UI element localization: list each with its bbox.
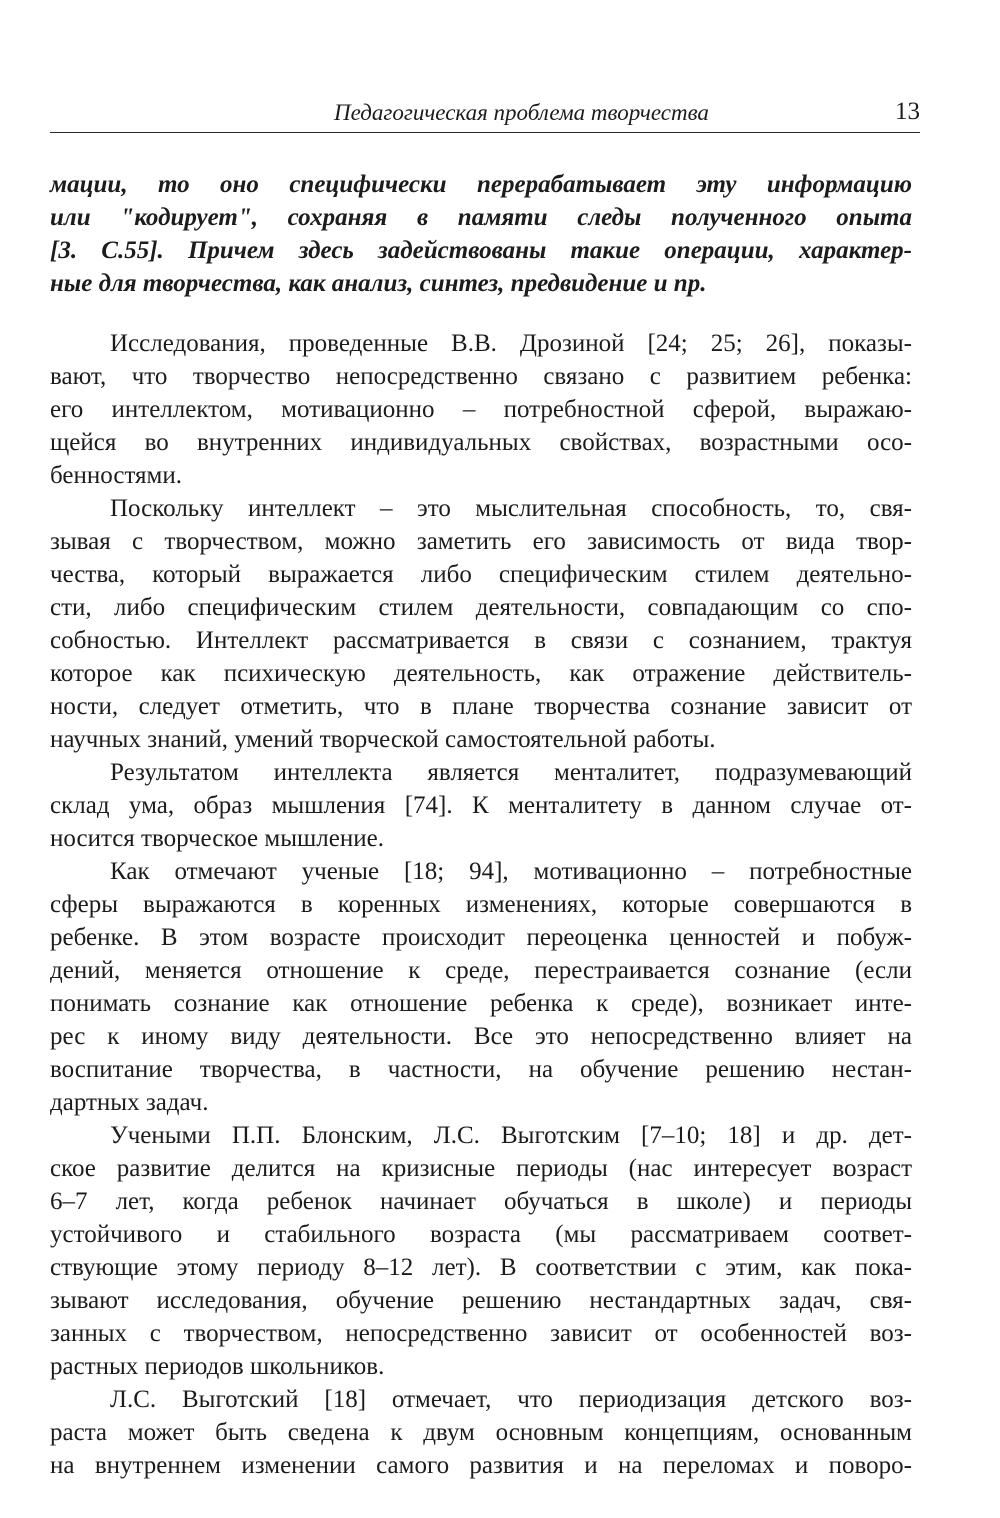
text-line: понимать сознание как отношение ребенка к среде), возникает инте- xyxy=(50,990,912,1017)
text-line: вают, что творчество непосредственно связано с развитием ребенка: xyxy=(50,363,912,390)
text-line: или "кодирует", сохраняя в памяти следы полученного опыта xyxy=(50,204,912,231)
text-line: ское развитие делится на кризисные периоды (нас интересует возраст xyxy=(50,1155,912,1182)
text-line: [3. С.55]. Причем здесь задействованы такие операции, характер- xyxy=(50,237,912,264)
paragraph xyxy=(50,756,912,855)
text-line: 6–7 лет, когда ребенок начинает обучаться в школе) и периоды xyxy=(50,1188,912,1215)
text-line: Л.С. Выготский [18] отмечает, что периодизация детского воз- xyxy=(110,1386,912,1413)
text-line: бенностями. xyxy=(50,462,183,489)
paragraph xyxy=(50,855,912,1119)
text-line: щейся во внутренних индивидуальных свойствах, возрастными осо- xyxy=(50,429,912,456)
text-line: чества, который выражается либо специфическим стилем деятельно- xyxy=(50,561,912,588)
text-line: ребенке. В этом возрасте происходит переоценка ценностей и побуж- xyxy=(50,924,912,951)
text-line: Результатом интеллекта является менталитет, подразумевающий xyxy=(110,759,912,786)
text-line: его интеллектом, мотивационно – потребностной сферой, выражаю- xyxy=(50,396,912,423)
text-line: дений, меняется отношение к среде, перестраивается сознание (если xyxy=(50,957,912,984)
text-line: растных периодов школьников. xyxy=(50,1353,385,1380)
text-line: воспитание творчества, в частности, на обучение решению нестан- xyxy=(50,1056,912,1083)
text-line: на внутреннем изменении самого развития и на переломах и поворо- xyxy=(50,1452,912,1479)
intro-emphasized-fragment xyxy=(50,168,912,300)
text-line: которое как психическую деятельность, как отражение действитель- xyxy=(50,660,912,687)
text-line: устойчивого и стабильного возраста (мы рассматриваем соответ- xyxy=(50,1221,912,1248)
page-header xyxy=(50,98,920,133)
text-line: Поскольку интеллект – это мыслительная способность, то, свя- xyxy=(110,495,912,522)
text-line: ные для творчества, как анализ, синтез, предвидение и пр. xyxy=(50,270,707,297)
text-line: зывают исследования, обучение решению нестандартных задач, свя- xyxy=(50,1287,912,1314)
text-line: ствующие этому периоду 8–12 лет). В соответствии с этим, как пока- xyxy=(50,1254,912,1281)
paragraph xyxy=(50,1119,912,1383)
text-line: занных с творчеством, непосредственно зависит от особенностей воз- xyxy=(50,1320,912,1347)
text-line: зывая с творчеством, можно заметить его зависимость от вида твор- xyxy=(50,528,912,555)
text-line: научных знаний, умений творческой самостоятельной работы. xyxy=(50,726,716,753)
running-title: Педагогическая проблема творчества xyxy=(334,100,709,125)
text-line: мации, то оно специфически перерабатывает эту информацию xyxy=(50,171,912,198)
text-line: рес к иному виду деятельности. Все это непосредственно влияет на xyxy=(50,1023,912,1050)
text-line: сферы выражаются в коренных изменениях, которые совершаются в xyxy=(50,891,912,918)
text-line: Исследования, проведенные В.В. Дрозиной [24; 25; 26], показы- xyxy=(110,330,912,357)
paragraph xyxy=(50,492,912,756)
text-line: Учеными П.П. Блонским, Л.С. Выготским [7–10; 18] и др. дет- xyxy=(110,1122,912,1149)
text-line: собностью. Интеллект рассматривается в связи с сознанием, трактуя xyxy=(50,627,912,654)
text-line: ности, следует отметить, что в плане творчества сознание зависит от xyxy=(50,693,912,720)
page-number: 13 xyxy=(895,98,920,125)
text-line: раста может быть сведена к двум основным концепциям, основанным xyxy=(50,1419,912,1446)
text-line: дартных задач. xyxy=(50,1089,209,1116)
text-line: склад ума, образ мышления [74]. К менталитету в данном случае от- xyxy=(50,792,912,819)
text-line: Как отмечают ученые [18; 94], мотивационно – потребностные xyxy=(110,858,912,885)
spacer xyxy=(50,300,912,327)
body-text xyxy=(50,168,912,1482)
paragraph xyxy=(50,1383,912,1482)
paragraph xyxy=(50,327,912,492)
text-line: носится творческое мышление. xyxy=(50,825,384,852)
text-line: сти, либо специфическим стилем деятельности, совпадающим со спо- xyxy=(50,594,912,621)
